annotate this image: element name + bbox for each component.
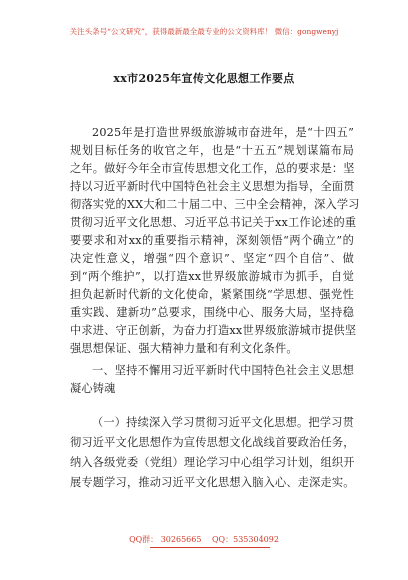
paragraph-line: 彻习近平文化思想作为宣传思想文化战线首要政治任务， bbox=[70, 436, 355, 449]
footer-qq: QQ：535304092 bbox=[212, 535, 279, 544]
footer-qq-group: QQ群： 30265665 bbox=[129, 535, 202, 544]
paragraph-line: 彻落实党的XX大和二十届二中、三中全会精神，深入学习 bbox=[70, 198, 360, 211]
section-heading-line: 凝心铸魂 bbox=[70, 382, 116, 395]
paragraph-line: 重实践、建新功”总要求，围绕中心、服务大局，坚持稳 bbox=[70, 306, 354, 319]
paragraph-line: 要要求和对xx的重要指示精神，深刻领悟“两个确立”的 bbox=[70, 234, 354, 247]
paragraph-line: （一）持续深入学习贯彻习近平文化思想。把学习贯 bbox=[92, 416, 354, 429]
paragraph-line: 持以习近平新时代中国特色社会主义思想为指导，全面贯 bbox=[70, 180, 355, 193]
paragraph-line: 2025年是打造世界级旅游城市奋进年，是“十四五” bbox=[92, 126, 354, 139]
paragraph-line: 展专题学习，推动习近平文化思想入脑入心、走深走实。 bbox=[70, 476, 355, 489]
footer-contact bbox=[0, 534, 408, 545]
paragraph-line: 到“两个维护”，以打造xx世界级旅游城市为抓手，自觉 bbox=[70, 270, 354, 283]
page-title: xx市2025年宣传文化思想工作要点 bbox=[113, 72, 295, 85]
header-banner: 关注头条号“公文研究”，获得最新最全最专业的公文资料库！ 微信：gongwenyj bbox=[69, 27, 339, 36]
paragraph-line: 贯彻习近平文化思想、习近平总书记关于xx工作论述的重 bbox=[70, 216, 357, 229]
footer-underline bbox=[150, 547, 270, 548]
paragraph-line: 规划目标任务的收官之年，也是“十五五”规划谋篇布局 bbox=[70, 144, 354, 157]
paragraph-line: 中求进、守正创新，为奋力打造xx世界级旅游城市提供坚 bbox=[70, 324, 357, 337]
paragraph-line: 强思想保证、强大精神力量和有利文化条件。 bbox=[70, 342, 298, 355]
paragraph-line: 之年。做好今年全市宣传思想文化工作，总的要求是：坚 bbox=[70, 162, 355, 175]
section-heading-line: 一、坚持不懈用习近平新时代中国特色社会主义思想 bbox=[92, 364, 354, 377]
paragraph-line: 纳入各级党委（党组）理论学习中心组学习计划，组织开 bbox=[70, 456, 355, 469]
paragraph-line: 担负起新时代新的文化使命，紧紧围绕“学思想、强党性 bbox=[70, 288, 354, 301]
paragraph-line: 决定性意义，增强“四个意识”、坚定“四个自信”、做 bbox=[70, 252, 354, 265]
